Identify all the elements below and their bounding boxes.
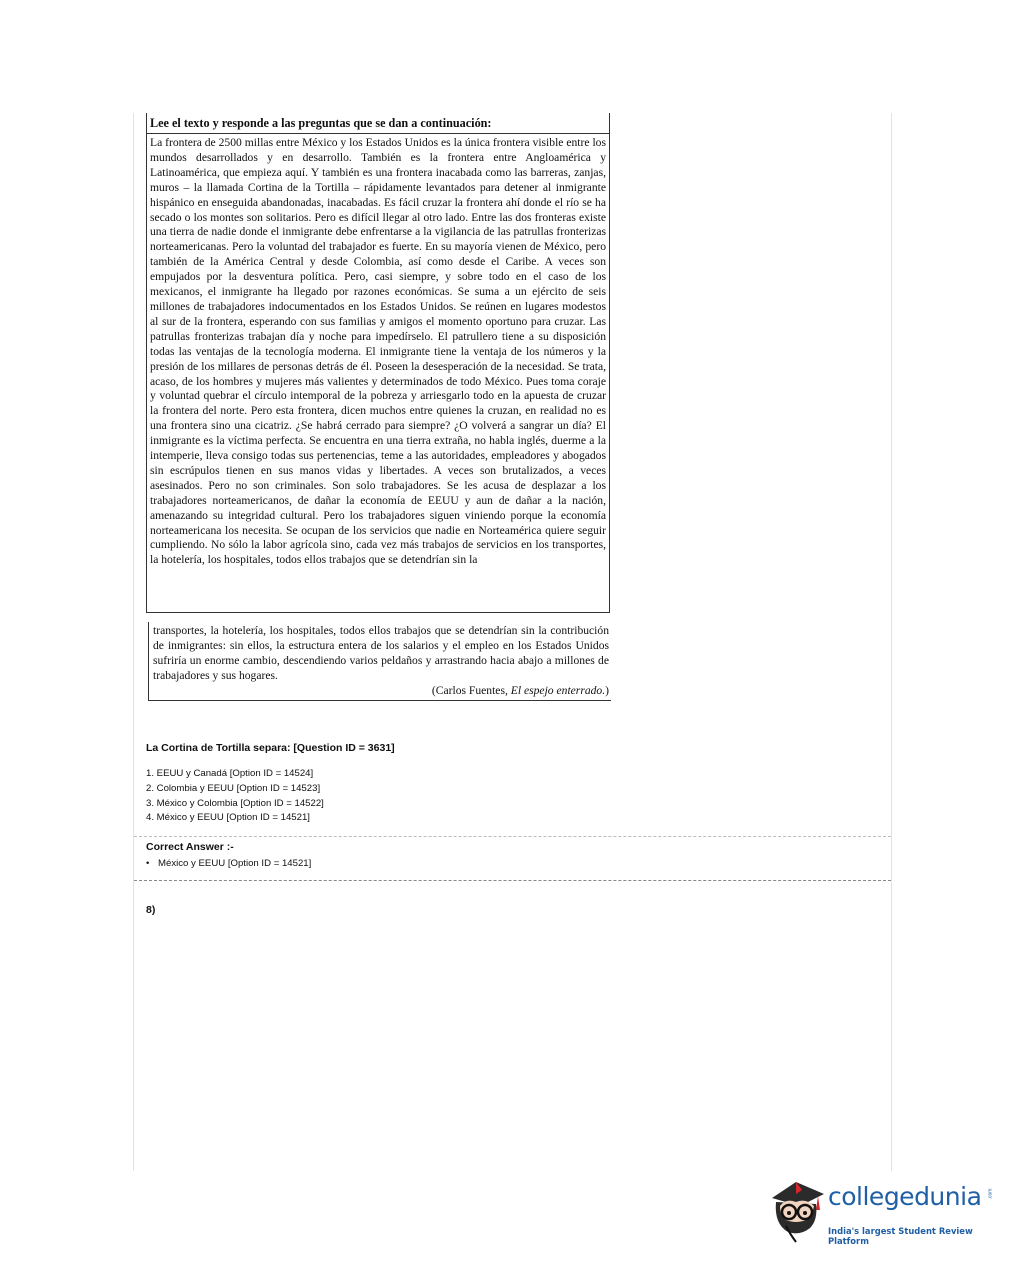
dashed-divider	[134, 836, 891, 837]
page-frame-left	[133, 113, 134, 1171]
instruction-divider	[147, 133, 609, 134]
page-frame-right	[891, 113, 892, 1171]
correct-answer-label: Correct Answer :-	[146, 841, 234, 853]
passage-attribution	[432, 684, 609, 698]
attribution-suffix: )	[605, 684, 609, 697]
answer-options	[146, 767, 324, 826]
mascot-icon	[766, 1176, 828, 1248]
option-item: 4. México y EEUU [Option ID = 14521]	[146, 812, 310, 824]
passage-continuation-box	[148, 622, 611, 701]
brand-domain-suffix: .com	[987, 1188, 994, 1200]
brand-name: collegedunia	[828, 1182, 982, 1211]
bullet-icon: •	[146, 858, 150, 869]
correct-answer-text: México y EEUU [Option ID = 14521]	[158, 858, 312, 869]
next-question-number: 8)	[146, 904, 156, 916]
attribution-title: El espejo enterrado.	[510, 684, 606, 697]
option-item: 1. EEUU y Canadá [Option ID = 14524]	[146, 768, 314, 779]
question-title: La Cortina de Tortilla separa: [Question ID = 3631]	[146, 742, 395, 754]
collegedunia-logo	[766, 1176, 992, 1248]
correct-answer	[146, 858, 311, 869]
passage-box	[146, 113, 610, 613]
passage-text: La frontera de 2500 millas entre México y los Estados Unidos es la única frontera visible entre los mundos desarrollados y en desarrollo. También es la frontera entre Angloamérica y Latinoamérica, que empieza aquí. Y también es una frontera inacabada como las barreras, zanjas, muros – la llamada Cortina de la Tortilla – rápidamente levantados para detener al inmigrante hispánico en enseguida abandonadas, inacabadas. Es fácil cruzar la frontera ahí donde el río se ha secado o los montes son solitarios. Pero es difícil llegar al otro lado. Entre las dos fronteras existe una tierra de nadie donde el inmigrante debe enfrentarse a la vigilancia de las patrullas fronterizas norteamericanas. Pero la voluntad del trabajador es fuerte. En su mayoría vienen de México, pero también de la América Central y desde Colombia, así como desde el Caribe. A veces son empujados por la desventura política. Pero, casi siempre, y sobre todo en el caso de los mexicanos, el inmigrante ha llegado por razones económicas. Se suma a un ejército de seis millones de trabajadores indocumentados en los Estados Unidos. Se reúnen en lugares modestos al sur de la frontera, esperando con sus familias y amigos el momento oportuno para cruzar. Las patrullas fronterizas trabajan día y noche para impedírselo. El patrullero tiene a su disposición todas las ventajas de la tecnología moderna. El inmigrante tiene la ventaja de los números y la presión de los millares de personas detrás de él. Poseen la desesperación de la necesidad. Se trata, acaso, de los hombres y mujeres más valientes y determinados de todo México. Pues toma coraje y voluntad quebrar el círculo intemporal de la pobreza y arriesgarlo todo en la apuesta de cruzar la frontera del norte. Pero esta frontera, dicen muchos entre quienes la cruzan, en realidad no es una frontera sino una cicatriz. ¿Se habrá cerrado para siempre? ¿O volverá a sangrar un día? El inmigrante es la víctima perfecta. Se encuentra en una tierra extraña, no habla inglés, duerme a la intemperie, lleva consigo todas sus pertenencias, teme a las autoridades, empleadores y abogados sin escrúpulos tienen en sus manos vidas y libertades. A veces son brutalizados, a veces asesinados. Pero no son criminales. Son solo trabajadores. Se les acusa de desplazar a los trabajadores norteamericanos, de dañar la economía de EEUU y aun de dañar a la nación, amenazando su integridad cultural. Pero los trabajadores siguen viniendo porque la economía norteamericana los necesita. Se ocupan de los servicios que nadie en Norteamérica quiere seguir cumpliendo. No sólo la labor agrícola sino, cada vez más trabajos de servicios en los transportes, la hotelería, los hospitales, todos ellos trabajos que se detendrían sin la	[150, 136, 606, 567]
brand-tagline: India's largest Student Review Platform	[828, 1226, 973, 1246]
passage-continuation-text: transportes, la hotelería, los hospitales, todos ellos trabajos que se detendrían sin la contribución de inmigrantes: sin ellos, la estructura entera de los salarios y el empleo en los Estados Unidos sufriría un enorme cambio, descendiendo varios peldaños y arrastrando hacia abajo a millones de trabajadores y sus hogares.	[153, 624, 609, 682]
dashed-divider	[134, 880, 891, 881]
option-item: 2. Colombia y EEUU [Option ID = 14523]	[146, 782, 321, 794]
option-item: 3. México y Colombia [Option ID = 14522]	[146, 797, 324, 809]
attribution-prefix: (Carlos Fuentes,	[431, 684, 511, 697]
passage-instruction: Lee el texto y responde a las preguntas que se dan a continuación:	[150, 116, 492, 130]
